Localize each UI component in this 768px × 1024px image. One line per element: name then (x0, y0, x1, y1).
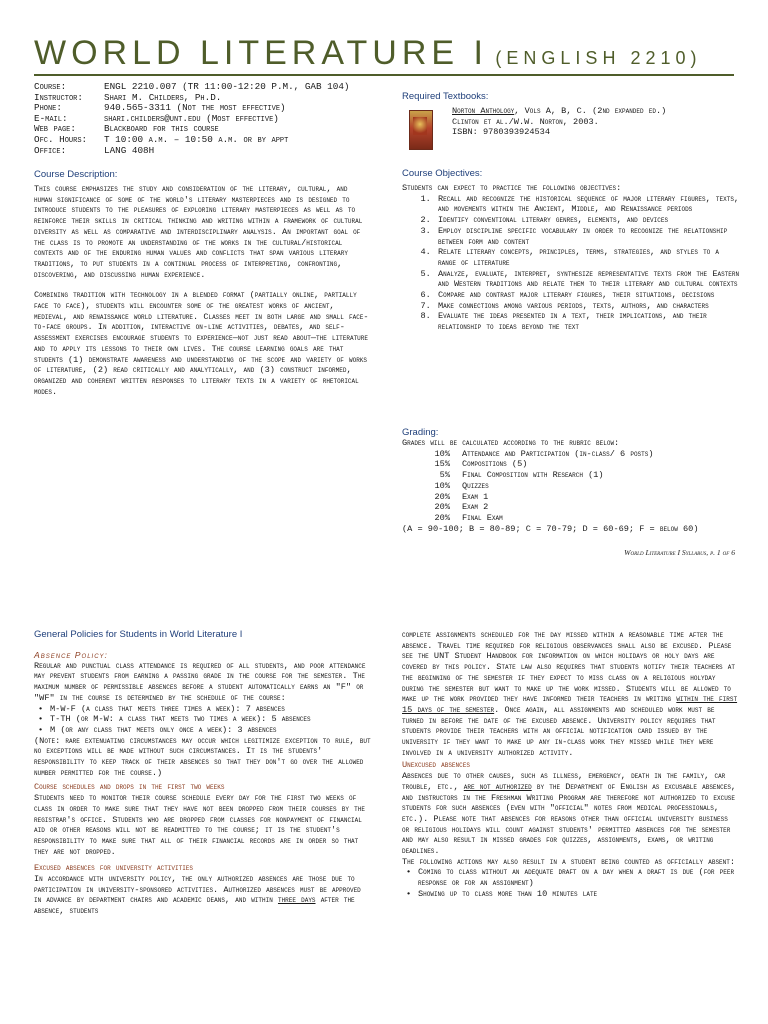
grading-row (402, 459, 742, 470)
policies-right-column (402, 630, 740, 900)
grading-heading: Grading: (402, 427, 439, 438)
absence-policy-text: Regular and punctual class attendance is required of all students, and poor attendance may prevent students from earning a passing grade in the course for the semester. The maximum number of permissible absences before a student automatically earns an "F" or "WF" in the course is determined by the schedule of the course: (34, 660, 366, 703)
textbook-isbn: ISBN: 9780393924534 (452, 127, 550, 138)
info-label: Web page: (34, 123, 76, 135)
grading-intro: Grades will be calculated according to the rubric below: (402, 438, 620, 448)
objective-item: 8. Evaluate the ideas presented in a text, their implications, and their relationship to ideas beyond the text (436, 311, 740, 332)
textbook-entry (452, 106, 666, 138)
grading-row (402, 502, 742, 513)
policies-left-column (34, 650, 372, 917)
info-value[interactable]: shari.childers@unt.edu (Most effective) (104, 112, 279, 124)
schedule-heading: Course schedules and drops in the first two weeks (34, 782, 225, 793)
info-value: 940.565-3311 (Not the most effective) (104, 102, 286, 114)
info-row (34, 82, 349, 93)
excused-text-part: In accordance with university policy, the only authorized absences are those due to participation in university-sponsored activities. Authorized absences must be approved in advance by department chairs and academic deans, and within (34, 874, 361, 906)
excused-continued-part: . Once again, all assignments and scheduled work must be turned in before the date of the excused absence. University policy requires that students provide their teachers with an official notification card issued by the university if they want to make up any in-class work they missed while they were involved in a university authorized activity. (402, 704, 716, 758)
info-value: Shari M. Childers, Ph.D. (104, 91, 222, 103)
unexcused-underlined: are not authorized (463, 781, 532, 792)
description-heading: Course Description: (34, 169, 118, 180)
book-cover-image (409, 110, 433, 150)
grading-item: Exam 1 (462, 491, 489, 502)
absence-limits-list (34, 704, 372, 736)
grading-row (402, 481, 742, 492)
description-paragraph: Combining tradition with technology in a blended format (partially online, partially face to face), students will encounter some of the greatest works of ancient, medieval, and renaissance world literature. Classes meet in both large and small face-to-face groups. In addition, interactive on-line activities, debates, and self-assessment exercises encourage students to experience—not just read about—the literature and to apply its lessons to their own lives. The course learning goals are that students (1) demonstrate awareness and understanding of the scope and variety of works of literature, (2) read critically and analytically, and (3) construct informed, organized and coherent written responses to literary texts in a variety of rhetorical modes. (34, 290, 369, 397)
excused-heading: Excused absences for university activities (34, 863, 194, 874)
policies-heading: General Policies for Students in World Literature I (34, 629, 243, 640)
description-paragraph: This course emphasizes the study and consideration of the literary, cultural, and human significance of some of the world's literary masterpieces and is designed to introduce students to the pleasures of exploring literary masterpieces as well as to reinforce their skills in critical thinking and writing within a framework of cultural diversity as well as comparative and interdisciplinary analysis. An important goal of the class is to promote an understanding of the works in the cultural/historical contexts and of the enduring human values and conflicts that span various literary traditions, to put students in a continual process of interpreting, confronting, discovering, and discussing human experience. (34, 184, 363, 280)
objective-item: 4. Relate literary concepts, principles, terms, strategies, and styles to a range of literature (436, 247, 740, 268)
info-label: Instructor: (34, 91, 83, 103)
info-value: LANG 408H (104, 144, 155, 156)
grading-item: Quizzes (462, 480, 489, 491)
info-label: Course: (34, 81, 67, 92)
absence-policy-heading: Absence Policy: (34, 650, 108, 660)
info-label: Phone: (34, 102, 62, 114)
objective-item: 7. Make connections among various periods, texts, authors, and characters (436, 301, 740, 312)
title-sub: (ENGLISH 2210) (495, 48, 702, 68)
textbook-publisher: Clinton et al./W.W. Norton, 2003. (452, 116, 599, 127)
info-label: E-mail: (34, 112, 68, 124)
grading-row (402, 470, 742, 481)
actions-intro: The following actions may also result in a student being counted as officially absent: (402, 856, 735, 867)
absence-actions-list (402, 867, 740, 899)
schedule-text: Students need to monitor their course schedule every day for the first two weeks of class in order to make sure that they have not been dropped from their courses by the registrar's office. Students who are dropped from classes for nonpayment of financial aid or other reasons will not be readmitted to the course; it is the student's responsibility to make sure that all of their financial records are in order so that they are not dropped. (34, 793, 365, 857)
unexcused-heading: Unexcused absences (402, 760, 470, 771)
textbook-title: Norton Anthology (452, 106, 515, 116)
info-value: T 10:00 a.m. – 10:50 a.m. or by appt (104, 133, 289, 145)
grading-percent: 10% (434, 448, 450, 459)
excused-text (34, 874, 372, 917)
course-info (34, 82, 349, 156)
objectives-intro: Students can expect to practice the following objectives: (402, 183, 622, 193)
unexcused-text-part: by the Department of English as excusable absences, and instructors in the Freshman Writing Program are therefore not authorized to excuse students for such absences (even with "official" notes from medical professionals, etc.). Please note that absences for reasons other than official university business or religious holidays will count against students' permitted absences for the semester and may also result in missed grades for quizzes, assignments, exams, or writing deadlines. (402, 781, 737, 857)
absence-action-item: • Coming to class without an adequate draft on a day when a draft is due (for peer response or for an assignment) (418, 867, 740, 888)
objective-item: 3. Employ discipline specific vocabulary in order to recognize the relationship between form and content (436, 226, 740, 247)
objective-item: 1. Recall and recognize the historical sequence of major literary figures, texts, and movements within the Ancient, Middle, and Renaissance periods (436, 194, 740, 215)
textbooks-heading: Required Textbooks: (402, 91, 489, 102)
absence-note: (Note: rare extenuating circumstances may occur which legitimize exception to rule, but no exceptions will be made without such circumstances. It is the students' responsibility to keep track of their absences so that they don't go over the allowed number permitted for the course.) (34, 735, 371, 778)
grading-item: Exam 2 (462, 502, 489, 513)
grading-percent: 5% (439, 470, 450, 481)
grading-percent: 10% (434, 480, 450, 491)
grading-row (402, 513, 742, 524)
absence-limit-item: • M (or any class that meets only once a week): 3 absences (50, 725, 372, 736)
grading-item: Attendance and Participation (in-class/ 6 posts) (462, 448, 654, 459)
title-main: WORLD LITERATURE I (34, 34, 488, 72)
textbook-volumes: , Vols A, B, C. (2nd expanded ed.) (514, 106, 667, 116)
excused-continued-text (402, 630, 740, 758)
title-divider (34, 74, 734, 76)
excused-continued-part: complete assignments scheduled for the day missed within a reasonable time after the absence. Travel time required for religious observances shall also be excused. Please see the UNT Student Handbook for information on which holidays or holy days are covered by this policy. State law also requires that students notify their teachers at the beginning of the semester if they expect to miss class on a religious holyday during the semester but want to make up the work missed. Students will be allowed to make up the work provided they have informed their teachers in writing (402, 630, 735, 705)
info-value: ENGL 2210.007 (TR 11:00-12:20 P.M., GAB 104) (104, 81, 350, 92)
course-objectives (402, 183, 740, 333)
info-row (34, 135, 349, 146)
page-title (34, 34, 754, 73)
excused-text-part: after the absence, students (34, 895, 355, 917)
absence-action-item: • Showing up to class more than 10 minutes late (418, 889, 740, 900)
unexcused-text-part: Absences due to other causes, such as illness, emergency, death in the family, car trouble, etc., (402, 771, 726, 792)
info-row (34, 146, 349, 157)
info-label: Ofc. Hours: (34, 133, 88, 145)
grading-item: Final Exam (462, 512, 503, 523)
unexcused-text (402, 771, 740, 857)
objective-item: 2. Identify conventional literary genres, elements, and devices (436, 215, 740, 226)
grading-percent: 15% (434, 459, 450, 470)
grading-percent: 20% (434, 502, 450, 513)
grading-item: Final Composition with Research (1) (462, 470, 604, 481)
page-footer: World Literature I Syllabus, p. 1 of 6 (624, 548, 735, 557)
grading-row (402, 492, 742, 503)
grading-row (402, 449, 742, 460)
info-value: Blackboard for this course (104, 123, 219, 135)
grading-percent: 20% (434, 491, 450, 502)
absence-limit-item: • M-W-F (a class that meets three times a week): 7 absences (50, 704, 372, 715)
grading-percent: 20% (434, 512, 450, 523)
grading-scale: (A = 90-100; B = 80-89; C = 70-79; D = 60-69; F = below 60) (402, 523, 699, 534)
objectives-list (402, 194, 740, 333)
grading-item: Compositions (5) (462, 459, 528, 470)
excused-deadline-underlined: within the first 15 days of the semester (402, 694, 738, 715)
info-label: Office: (34, 144, 67, 156)
excused-text-underlined: three days (277, 895, 316, 906)
course-description (34, 184, 370, 397)
objective-item: 5. Analyze, evaluate, interpret, synthesize representative texts from the Eastern and Western traditions and relate them to their literary and cultural contexts (436, 269, 740, 290)
absence-limit-item: • T-TH (or M-W: a class that meets two times a week): 5 absences (50, 714, 372, 725)
grading-rubric (402, 438, 742, 534)
objectives-heading: Course Objectives: (402, 168, 483, 179)
objective-item: 6. Compare and contrast major literary figures, their situations, decisions (436, 290, 740, 301)
